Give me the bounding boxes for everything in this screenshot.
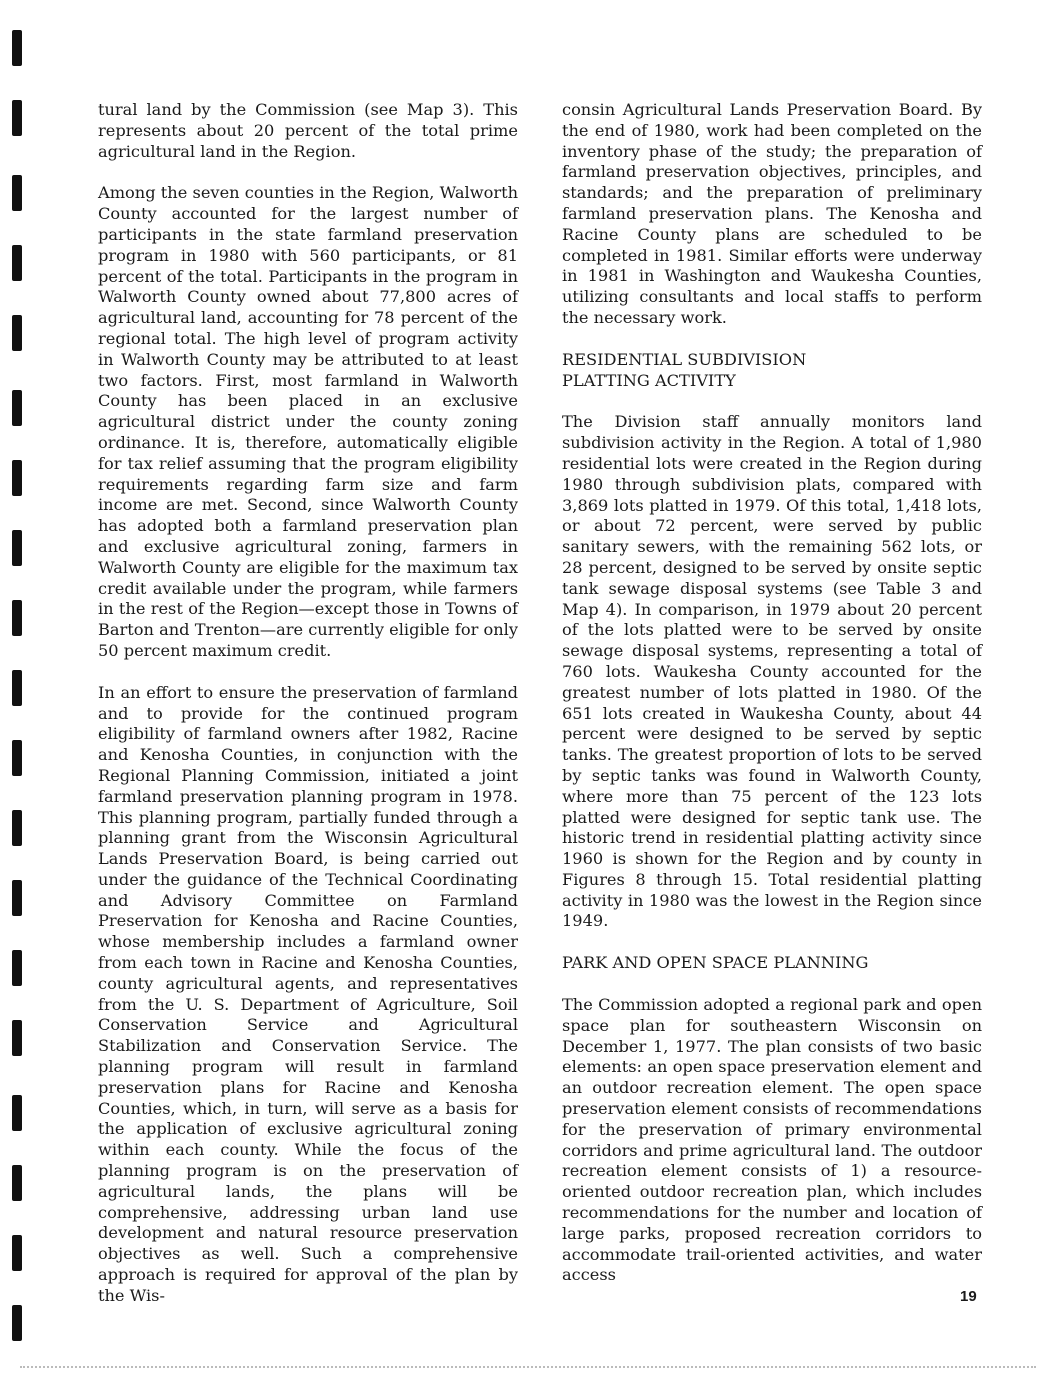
section-heading-park-open-space: PARK AND OPEN SPACE PLANNING	[562, 953, 869, 973]
binding-hole	[12, 30, 22, 66]
binding-hole	[12, 740, 22, 776]
binding-hole	[12, 810, 22, 846]
binding-hole	[12, 175, 22, 211]
heading-line: RESIDENTIAL SUBDIVISION	[562, 349, 807, 369]
binding-hole	[12, 245, 22, 281]
spiral-binding	[12, 0, 22, 1380]
heading-line: PLATTING ACTIVITY	[562, 370, 736, 390]
binding-hole	[12, 315, 22, 351]
binding-hole	[12, 1165, 22, 1201]
page-number: 19	[960, 1288, 977, 1305]
paragraph: tural land by the Commission (see Map 3). This represents about 20 percent of the total prime agricultural land in the Region.	[98, 100, 518, 161]
paragraph: The Division staff annually monitors land subdivision activity in the Region. A total of 1,980 residential lots were created in the Region during 1980 through subdivision plats, compared with 3,869 lots platted in 1979. Of this total, 1,418 lots, or about 72 percent, were served by public sanitary sewers, with the remaining 562 lots, or 28 percent, designed to be served by onsite septic tank sewage disposal systems (see Table 3 and Map 4). In comparison, in 1979 about 20 percent of the lots platted were to be served by onsite sewage disposal systems, representing a total of 760 lots. Waukesha County accounted for the greatest number of lots platted in 1980. Of the 651 lots created in Waukesha County, about 44 percent were designed to be served by septic tanks. The greatest proportion of lots to be served by septic tanks was found in Walworth County, where more than 75 percent of the 123 lots platted were designed for septic tank use. The historic trend in residential platting activity since 1960 is shown for the Region and by county in Figures 8 through 15. Total residential platting activity in 1980 was the lowest in the Region since 1949.	[562, 412, 982, 931]
binding-hole	[12, 1235, 22, 1271]
binding-hole	[12, 670, 22, 706]
binding-hole	[12, 880, 22, 916]
binding-hole	[12, 1020, 22, 1056]
binding-hole	[12, 460, 22, 496]
binding-hole	[12, 600, 22, 636]
left-column	[98, 100, 518, 1328]
binding-hole	[12, 950, 22, 986]
paragraph: In an effort to ensure the preservation of farmland and to provide for the continued program eligibility of farmland owners after 1982, Racine and Kenosha Counties, in conjunction with the Regional Planning Commission, initiated a joint farmland preservation planning program in 1978. This planning program, partially funded through a planning grant from the Wisconsin Agricultural Lands Preservation Board, is being carried out under the guidance of the Technical Coordinating and Advisory Committee on Farmland Preservation for Kenosha and Racine Counties, whose membership includes a farmland owner from each town in Racine and Kenosha Counties, county agricultural agents, and representatives from the U. S. Department of Agriculture, Soil Conservation Service and Agricultural Stabilization and Conservation Service. The planning program will result in farmland preservation plans for Racine and Kenosha Counties, which, in turn, will serve as a basis for the application of exclusive agricultural zoning within each county. While the focus of the planning program is on the preservation of agricultural lands, the plans will be comprehensive, addressing urban land use development and natural resource preservation objectives as well. Such a comprehensive approach is required for approval of the plan by the Wis-	[98, 682, 518, 1305]
paragraph: consin Agricultural Lands Preservation Board. By the end of 1980, work had been completed on the inventory phase of the study; the preparation of farmland preservation objectives, principles, and standards; and the preparation of preliminary farmland preservation plans. The Kenosha and Racine County plans are scheduled to be completed in 1981. Similar efforts were underway in 1981 in Washington and Waukesha Counties, utilizing consultants and local staffs to perform the necessary work.	[562, 100, 982, 327]
section-heading-residential-platting	[562, 350, 982, 392]
binding-hole	[12, 100, 22, 136]
binding-hole	[12, 390, 22, 426]
binding-hole	[12, 1305, 22, 1341]
paragraph: Among the seven counties in the Region, Walworth County accounted for the largest number of participants in the state farmland preservation program in 1980 with 560 participants, or 81 percent of the total. Participants in the program in Walworth County owned about 77,800 acres of agricultural land, accounting for 78 percent of the regional total. The high level of program activity in Walworth County may be attributed to at least two factors. First, most farmland in Walworth County has been placed in an exclusive agricultural district under the county zoning ordinance. It is, therefore, automatically eligible for tax relief assuming that the program eligibility requirements regarding farm size and farm income are met. Second, since Walworth County has adopted both a farmland preservation plan and exclusive agricultural zoning, farmers in Walworth County are eligible for the maximum tax credit available under the program, while farmers in the rest of the Region—except those in Towns of Barton and Trenton—are currently eligible for only 50 percent maximum credit.	[98, 183, 519, 660]
right-column	[562, 100, 982, 1307]
binding-hole	[12, 1095, 22, 1131]
binding-hole	[12, 530, 22, 566]
paragraph: The Commission adopted a regional park and open space plan for southeastern Wisconsin on December 1, 1977. The plan consists of two basic elements: an open space preservation element and an outdoor recreation element. The open space preservation element consists of recommendations for the preservation of primary environmental corridors and prime agricultural land. The outdoor recreation element consists of 1) a resource-oriented outdoor recreation plan, which includes recommendations for the number and location of large parks, proposed recreation corridors to accommodate trail-oriented activities, and water access	[562, 995, 982, 1285]
scan-edge-line	[20, 1366, 1036, 1368]
